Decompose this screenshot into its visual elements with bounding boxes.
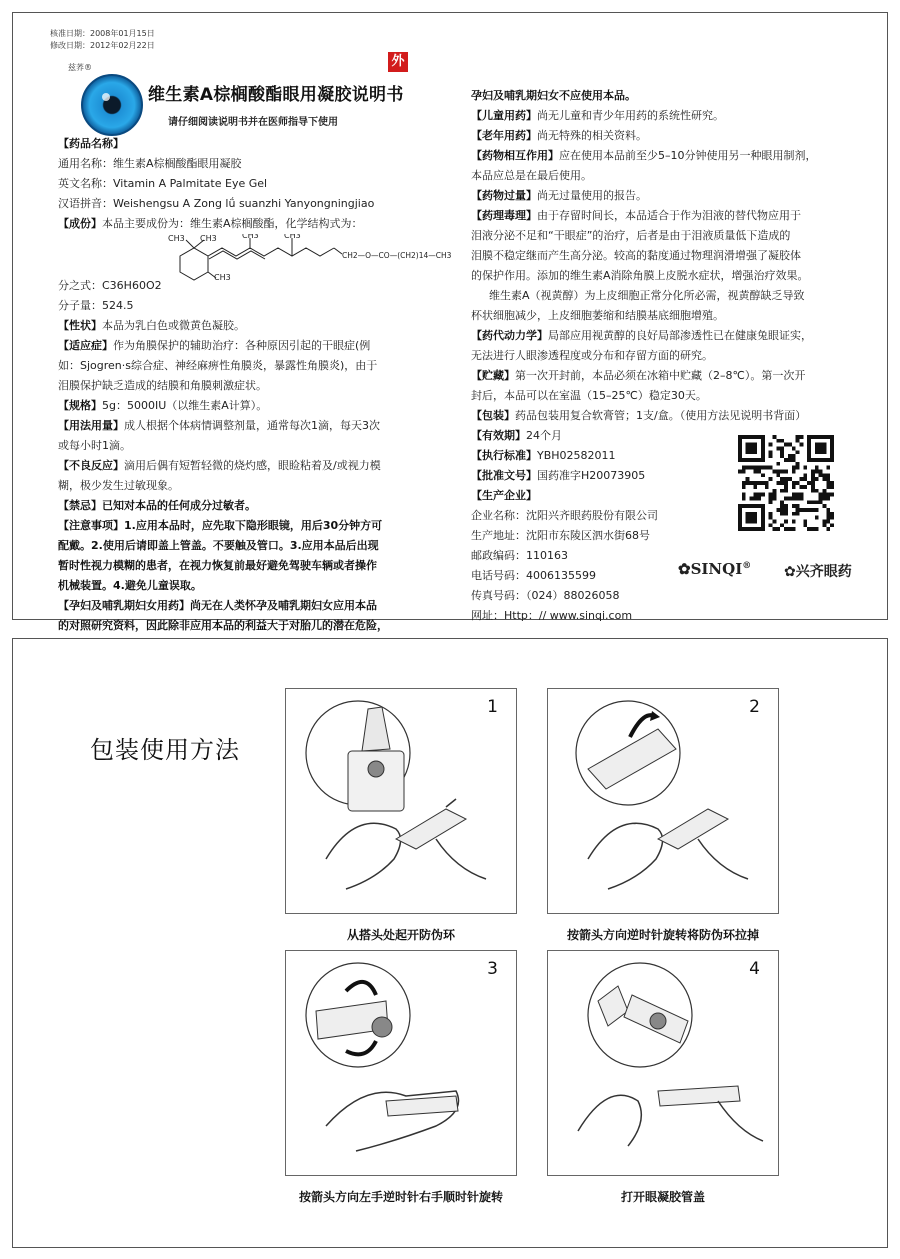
section-label: 【禁忌】: [58, 499, 102, 512]
text-line: [471, 286, 871, 306]
section-text: 泪膜保护缺乏造成的结膜和角膜刺激症状。: [58, 379, 267, 392]
text-line: [58, 336, 468, 356]
section-text: 尚无过量使用的报告。: [537, 189, 647, 202]
section-text: 的保护作用。添加的维生素A消除角膜上皮脱水症状，增强治疗效果。: [471, 269, 809, 282]
section-text: 暂时性视力模糊的患者，在视力恢复前最好避免驾驶车辆或者操作: [58, 559, 377, 572]
usage-step-1: [285, 688, 517, 914]
section-label: 【生产企业】: [471, 489, 537, 502]
section-text: 机械装置。4.避免儿童误取。: [58, 579, 202, 592]
text-line: [58, 476, 468, 496]
section-label: 【注意事项】: [58, 519, 124, 532]
approval-date: 核准日期：2008年01月15日: [50, 29, 155, 38]
section-text: 孕妇及哺乳期妇女不应使用本品。: [471, 89, 636, 102]
section-label: 【性状】: [58, 319, 102, 332]
section-text: 作为角膜保护的辅助治疗：各种原因引起的干眼症(例: [113, 339, 371, 352]
text-line: [58, 154, 468, 174]
text-line: [58, 516, 468, 536]
section-label: 【药代动力学】: [471, 329, 548, 342]
qr-code[interactable]: [738, 435, 834, 531]
section-label: 【有效期】: [471, 429, 526, 442]
text-line: [58, 496, 468, 516]
right-column: [471, 86, 871, 626]
section-text: 配戴。2.使用后请即盖上管盖。不要触及管口。3.应用本品后出现: [58, 539, 379, 552]
text-line: [471, 86, 871, 106]
text-line: [471, 306, 871, 326]
side-chain-label: CH2—O—CO—(CH2)14—CH3: [342, 251, 452, 260]
text-line: [58, 356, 468, 376]
ch3-label: CH3: [168, 234, 185, 243]
text-line: [471, 186, 871, 206]
section-label: 【儿童用药】: [471, 109, 537, 122]
section-label: 【包装】: [471, 409, 515, 422]
step-4-caption: 打开眼凝胶管盖: [620, 1190, 705, 1204]
section-text: 成人根据个体病情调整剂量，通常每次1滴，每天3次: [124, 419, 380, 432]
section-text: 英文名称：Vitamin A Palmitate Eye Gel: [58, 177, 268, 190]
step-3-number: 3: [487, 959, 498, 979]
text-line: [58, 556, 468, 576]
section-text: 分子量：524.5: [58, 299, 134, 312]
sinqi-logo-cn-text: 兴齐眼药: [795, 564, 852, 580]
text-line: [58, 194, 468, 214]
section-label: 【执行标准】: [471, 449, 537, 462]
text-line: [471, 146, 871, 166]
revision-date: 修改日期：2012年02月22日: [50, 41, 155, 50]
text-line: [471, 126, 871, 146]
usage-step-3: [285, 950, 517, 1176]
sinqi-logo: ✿SINQI®: [678, 560, 752, 578]
text-line: [471, 266, 871, 286]
section-text: 5g：5000IU（以维生素A计算）。: [102, 399, 268, 412]
section-text: 1.应用本品时，应先取下隐形眼镜，用后30分钟方可: [124, 519, 383, 532]
step-2-number: 2: [749, 697, 760, 717]
section-label: 【药物过量】: [471, 189, 537, 202]
text-line: [58, 596, 468, 616]
section-text: 糊，极少发生过敏现象。: [58, 479, 179, 492]
section-label: 【药品名称】: [58, 137, 124, 150]
section-text: 国药准字H20073905: [537, 469, 646, 482]
text-line: [58, 576, 468, 596]
section-text: 维生素A（视黄醇）为上皮细胞正常分化所必需，视黄醇缺乏导致: [489, 289, 805, 302]
text-line: [58, 296, 468, 316]
section-label: 【药理毒理】: [471, 209, 537, 222]
section-label: 【用法用量】: [58, 419, 124, 432]
section-label: 【适应症】: [58, 339, 113, 352]
sinqi-logo-cn: ✿兴齐眼药: [784, 564, 852, 580]
section-text: 电话号码：4006135599: [471, 569, 596, 582]
section-text: 网址：Http：// www.sinqi.com: [471, 609, 633, 622]
section-text: 分之式：C36H60O2: [58, 279, 162, 292]
text-line: [471, 206, 871, 226]
ch3-label: CH3: [284, 234, 301, 240]
step-1-illustration: [286, 689, 518, 915]
otc-external-mark: 外: [388, 52, 408, 72]
section-text: 由于存留时间长，本品适合于作为泪液的替代物应用于: [537, 209, 801, 222]
section-label: 【贮藏】: [471, 369, 515, 382]
text-line: [471, 606, 871, 626]
text-line: [471, 366, 871, 386]
section-label: 【药物相互作用】: [471, 149, 559, 162]
section-text: 本品应总是在最后使用。: [471, 169, 592, 182]
section-label: 【不良反应】: [58, 459, 124, 472]
section-label: 【规格】: [58, 399, 102, 412]
section-text: 已知对本品的任何成分过敏者。: [102, 499, 256, 512]
document-subtitle: 请仔细阅读说明书并在医师指导下使用: [168, 117, 338, 128]
text-line: [471, 586, 871, 606]
section-text: 或每小时1滴。: [58, 439, 131, 452]
step-1-number: 1: [487, 697, 498, 717]
text-line: [58, 436, 468, 456]
text-line: [58, 396, 468, 416]
step-3-caption: 按箭头方向左手逆时针右手顺时针旋转: [298, 1190, 503, 1204]
section-text: 邮政编码：110163: [471, 549, 568, 562]
eye-icon: [80, 73, 144, 137]
sinqi-logo-en: SINQI: [690, 560, 743, 578]
section-text: 24个月: [526, 429, 562, 442]
section-label: 【成份】: [58, 217, 102, 230]
ch3-label: CH3: [200, 234, 217, 243]
section-text: 通用名称：维生素A棕榈酸酯眼用凝胶: [58, 157, 242, 170]
section-text: 生产地址：沈阳市东陵区泗水街68号: [471, 529, 650, 542]
ch3-label: CH3: [242, 234, 259, 240]
text-line: [58, 456, 468, 476]
section-text: 杯状细胞减少，上皮细胞萎缩和结膜基底细胞增殖。: [471, 309, 724, 322]
section-text: 应在使用本品前至少5–10分钟使用另一种眼用制剂，: [559, 149, 817, 162]
document-title: 维生素A棕榈酸酯眼用凝胶说明书: [148, 85, 404, 105]
chemical-structure: [58, 234, 468, 282]
section-text: 尚无特殊的相关资料。: [537, 129, 647, 142]
section-text: 本品主要成份为：维生素A棕榈酸酯，化学结构式为：: [102, 217, 363, 230]
section-text: 泪膜不稳定继而产生高分泌。较高的黏度通过物理润滑增强了凝胶体: [471, 249, 801, 262]
section-text: 传真号码：（024）88026058: [471, 589, 620, 602]
usage-step-2: [547, 688, 779, 914]
text-line: [471, 166, 871, 186]
section-text: 企业名称：沈阳兴齐眼药股份有限公司: [471, 509, 658, 522]
text-line: [58, 174, 468, 194]
section-text: 泪液分泌不足和“干眼症”的治疗，后者是由于泪液质量低下造成的: [471, 229, 791, 242]
text-line: [58, 616, 468, 636]
section-text: 无法进行人眼渗透程度或分布和存留方面的研究。: [471, 349, 713, 362]
step-2-illustration: [548, 689, 780, 915]
section-text: 滴用后偶有短暂轻微的烧灼感，眼睑粘着及/或视力模: [124, 459, 381, 472]
text-line: [471, 226, 871, 246]
section-label: 【孕妇及哺乳期妇女用药】: [58, 599, 190, 612]
text-line: [58, 376, 468, 396]
step-1-caption: 从搭头处起开防伪环: [346, 928, 455, 942]
step-3-illustration: [286, 951, 518, 1177]
usage-step-4: [547, 950, 779, 1176]
text-line: [58, 214, 468, 234]
section-text: 局部应用视黄醇的良好局部渗透性已在健康兔眼证实，: [548, 329, 812, 342]
usage-title: 包装使用方法: [90, 736, 240, 764]
date-block: [50, 28, 155, 52]
text-line: [58, 134, 468, 154]
section-label: 【批准文号】: [471, 469, 537, 482]
text-line: [471, 406, 871, 426]
section-text: 尚无在人类怀孕及哺乳期妇女应用本品: [190, 599, 377, 612]
section-text: 如：Sjogren·s综合症、神经麻痹性角膜炎，暴露性角膜炎)，由于: [58, 359, 378, 372]
step-2-caption: 按箭头方向逆时针旋转将防伪环拉掉: [566, 928, 759, 942]
left-column: [58, 134, 468, 636]
text-line: [471, 346, 871, 366]
step-4-illustration: [548, 951, 780, 1177]
text-line: [58, 536, 468, 556]
chemical-structure-diagram: [58, 234, 458, 282]
text-line: [471, 386, 871, 406]
text-line: [58, 316, 468, 336]
section-text: 第一次开封前，本品必须在冰箱中贮藏（2–8℃）。第一次开: [515, 369, 806, 382]
brand-mark: 兹荞®: [68, 63, 92, 72]
section-text: 药品包装用复合软膏管；1支/盒。（使用方法见说明书背面）: [515, 409, 807, 422]
section-text: 的对照研究资料，因此除非应用本品的利益大于对胎儿的潜在危险，: [58, 619, 388, 632]
section-text: 汉语拼音：Weishengsu A Zong lǘ suanzhi Yanyongningjiao: [58, 197, 375, 210]
section-text: 封后，本品可以在室温（15–25℃）稳定30天。: [471, 389, 707, 402]
section-label: 【老年用药】: [471, 129, 537, 142]
ch3-label: CH3: [214, 273, 231, 282]
section-text: 本品为乳白色或微黄色凝胶。: [102, 319, 245, 332]
section-text: 尚无儿童和青少年用药的系统性研究。: [537, 109, 724, 122]
text-line: [471, 246, 871, 266]
section-text: YBH02582011: [537, 449, 616, 462]
text-line: [471, 326, 871, 346]
text-line: [58, 416, 468, 436]
step-4-number: 4: [749, 959, 760, 979]
text-line: [471, 106, 871, 126]
